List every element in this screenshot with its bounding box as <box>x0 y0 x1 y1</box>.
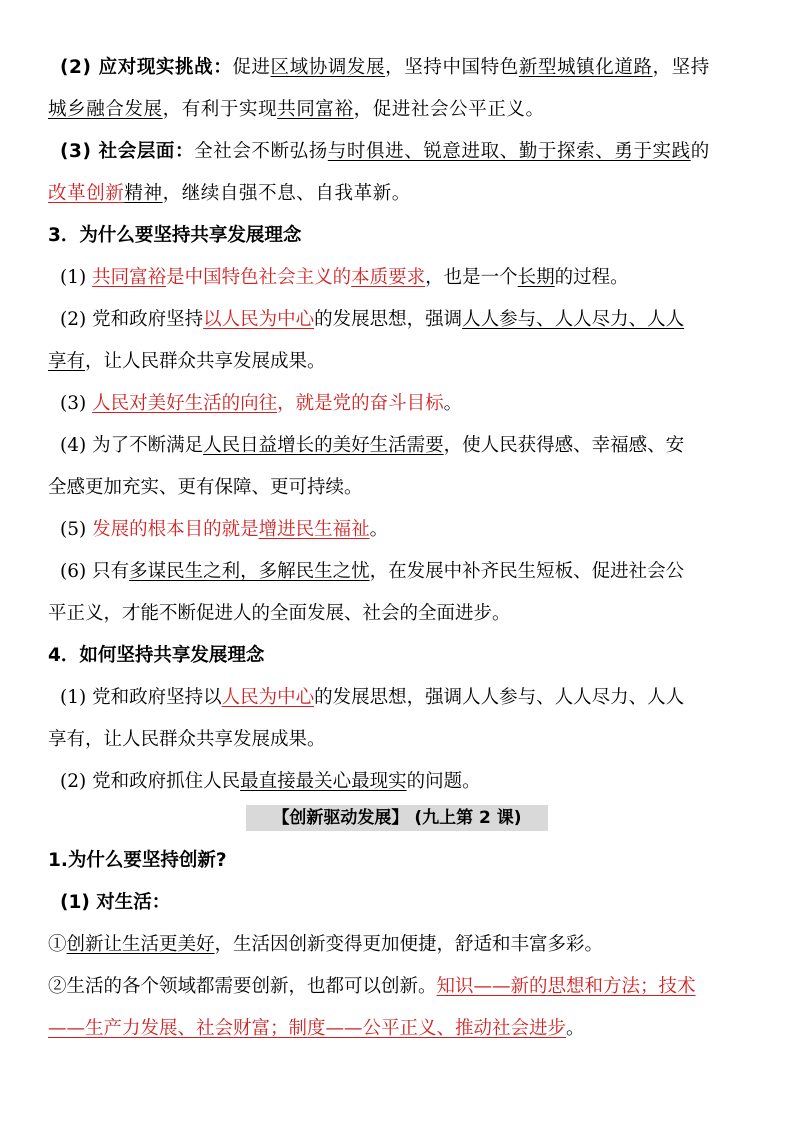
underlined-term: 人人参与、人人尽力、人人 <box>462 309 685 330</box>
underlined-term: 最直接最关心最现实 <box>240 771 407 792</box>
paragraph-line <box>48 349 753 375</box>
item-number: (1) <box>60 267 93 288</box>
text: 享有，让人民群众共享发展成果。 <box>48 729 326 750</box>
text: 全社会不断弘扬 <box>194 141 328 162</box>
text: 的发展思想，强调 <box>314 309 463 330</box>
underlined-term: 区域协调发展 <box>270 57 386 78</box>
paragraph-line <box>48 601 753 627</box>
highlighted-text: ，就是党的奋斗目标 <box>277 393 444 414</box>
paragraph-line <box>60 517 765 543</box>
text: ，促进社会公平正义。 <box>353 99 545 120</box>
underlined-term: 创新让生活更美好 <box>66 934 215 955</box>
paragraph-line <box>48 97 753 123</box>
section-heading: 1.为什么要坚持创新? <box>48 850 227 871</box>
paragraph-line <box>48 974 753 1000</box>
text: (6) 只有 <box>60 561 130 582</box>
paragraph-line <box>48 727 753 753</box>
underlined-term: 城乡融合发展 <box>48 99 163 120</box>
highlighted-term: 共同富裕 <box>92 267 167 288</box>
text: ，使人民获得感、幸福感、安 <box>443 435 685 456</box>
item-number: (3) <box>60 393 93 414</box>
text: ，坚持 <box>652 57 710 78</box>
paragraph-line <box>60 139 765 165</box>
paragraph-line <box>60 433 765 459</box>
text: (2) 党和政府抓住人民 <box>60 771 241 792</box>
text: ，让人民群众共享发展成果。 <box>85 351 326 372</box>
highlighted-text: 是中国特色社会主义的 <box>166 267 352 288</box>
item-label: (2) 应对现实挑战： <box>60 57 233 78</box>
underlined-term: 享有 <box>48 351 86 372</box>
text: 的 <box>690 141 710 162</box>
text: (1) 党和政府坚持以 <box>60 687 222 708</box>
text: ，继续自强不息、自我革新。 <box>162 183 411 204</box>
text: ，在发展中补齐民生短板、促进社会公 <box>369 561 685 582</box>
text: (2) 党和政府坚持 <box>60 309 204 330</box>
sub-heading: (1) 对生活： <box>60 892 171 913</box>
paragraph-line <box>60 307 765 333</box>
item-number: (5) <box>60 519 93 540</box>
text: 促进 <box>232 57 271 78</box>
highlighted-text: 发展的根本目的就是 <box>92 519 259 540</box>
paragraph-line <box>48 475 753 501</box>
underlined-term: 共同富裕 <box>277 99 354 120</box>
paragraph-line <box>48 1016 753 1042</box>
text: ，生活因创新变得更加便捷，舒适和丰富多彩。 <box>214 934 604 955</box>
highlighted-term: 人民为中心 <box>221 687 315 708</box>
highlighted-term: 以人民为中心 <box>203 309 315 330</box>
text: 的问题。 <box>406 771 481 792</box>
highlighted-term: 本质要求 <box>351 267 426 288</box>
text: 。 <box>369 519 389 540</box>
lesson-banner: 【创新驱动发展】 (九上第 2 课) <box>246 805 548 831</box>
text: 的发展思想，强调人人参与、人人尽力、人人 <box>314 687 685 708</box>
text: 平正义，才能不断促进人的全面发展、社会的全面进步。 <box>48 603 511 624</box>
text: ，坚持中国特色 <box>385 57 519 78</box>
underlined-term: 长期 <box>517 267 555 288</box>
paragraph-line <box>48 932 753 958</box>
highlighted-term: 增进民生福祉 <box>258 519 370 540</box>
paragraph-line <box>60 55 765 81</box>
paragraph-line <box>48 181 753 207</box>
text: 的过程。 <box>554 267 629 288</box>
text: 。 <box>566 1018 585 1039</box>
item-label: (3) 社会层面： <box>60 141 195 162</box>
text: ，有利于实现 <box>162 99 278 120</box>
underlined-term: 人民日益增长的美好生活需要 <box>203 435 444 456</box>
highlighted-term: ——生产力发展、社会财富；制度——公平正义、推动社会进步 <box>48 1018 567 1039</box>
paragraph-line <box>60 265 765 291</box>
highlighted-term: 知识——新的思想和方法；技术 <box>436 976 696 997</box>
section-heading: 3．为什么要坚持共享发展理念 <box>48 225 302 246</box>
underlined-term: 新型城镇化道路 <box>518 57 653 78</box>
paragraph-line <box>60 559 765 585</box>
text: ②生活的各个领域都需要创新，也都可以创新。 <box>48 976 437 997</box>
text: (4) 为了不断满足 <box>60 435 204 456</box>
underlined-term: 多谋民生之利，多解民生之忧 <box>129 561 370 582</box>
paragraph-line <box>60 391 765 417</box>
text: 全感更加充实、更有保障、更可持续。 <box>48 477 363 498</box>
underlined-term: 与时俱进、锐意进取、勤于探索、勇于实践 <box>327 141 691 162</box>
paragraph-line <box>60 769 765 795</box>
section-heading: 4．如何坚持共享发展理念 <box>48 645 265 666</box>
item-number: ① <box>48 934 67 955</box>
text: 。 <box>443 393 463 414</box>
underlined-term: 精神 <box>124 183 163 204</box>
highlighted-term: 人民对美好生活的向往 <box>92 393 278 414</box>
highlighted-term: 改革创新 <box>48 183 125 204</box>
paragraph-line <box>60 685 765 711</box>
text: ，也是一个 <box>425 267 518 288</box>
